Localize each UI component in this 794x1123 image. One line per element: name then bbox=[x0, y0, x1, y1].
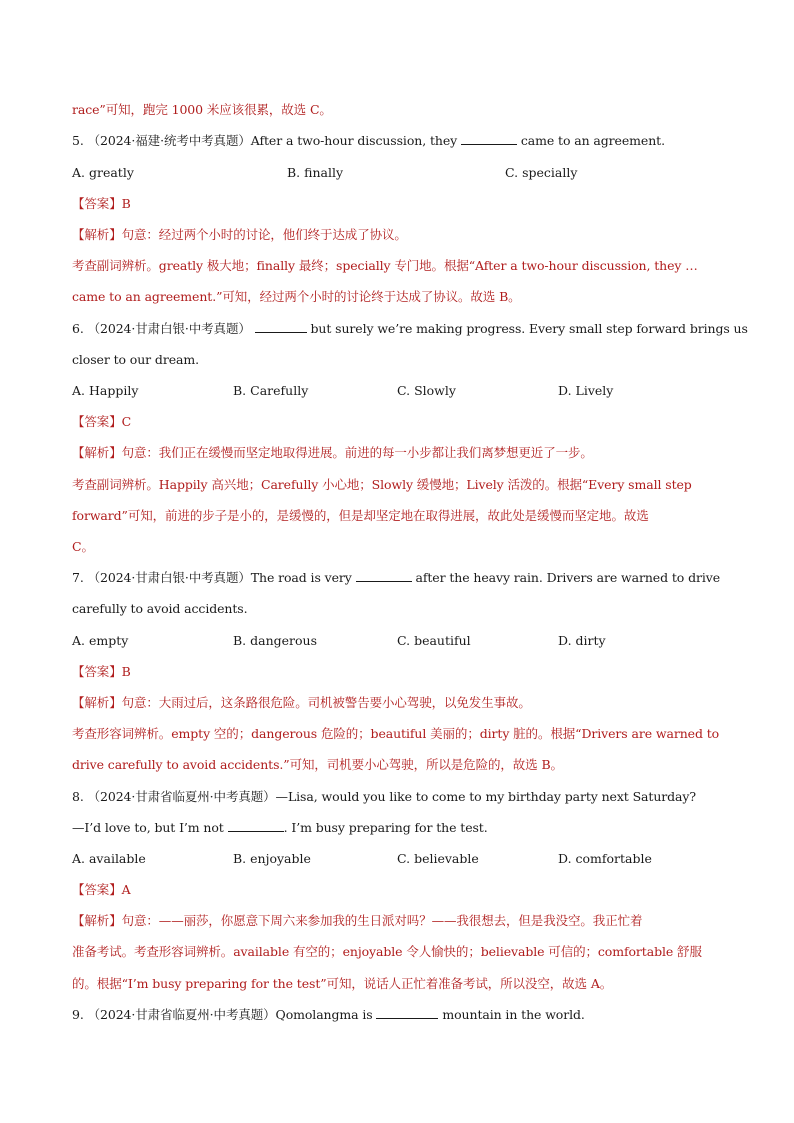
analysis-line bbox=[72, 695, 531, 711]
option-d: D. comfortable bbox=[558, 851, 652, 866]
answer-blank bbox=[461, 133, 517, 145]
question-8-stem: —I’d love to, but I’m not bbox=[72, 820, 224, 835]
option-c: C. beautiful bbox=[397, 633, 471, 648]
analysis-line: 考查副词辨析。Happily 高兴地；Carefully 小心地；Slowly 缓慢地；Lively 活泼的。根据“Every small step bbox=[72, 477, 692, 492]
question-8-stem-end: . I’m busy preparing for the test. bbox=[283, 820, 488, 835]
answer-blank bbox=[255, 321, 307, 333]
option-c: C. believable bbox=[397, 851, 479, 866]
analysis-tag: 【解析】 bbox=[72, 227, 122, 242]
answer-tag: 【答案】 bbox=[72, 664, 122, 679]
option-c: C. Slowly bbox=[397, 383, 456, 398]
analysis-line: 的。根据“I’m busy preparing for the test”可知，说话人正忙着准备考试，所以没空，故选 A。 bbox=[72, 976, 613, 991]
analysis-line bbox=[72, 913, 642, 929]
option-a: A. greatly bbox=[72, 165, 134, 180]
option-a: A. Happily bbox=[72, 383, 139, 398]
analysis-text: 句意：我们正在缓慢而坚定地取得进展。前进的每一小步都让我们离梦想更近了一步。 bbox=[121, 445, 593, 460]
question-7 bbox=[72, 570, 720, 586]
answer-line bbox=[72, 882, 131, 898]
analysis-tag: 【解析】 bbox=[72, 695, 122, 710]
analysis-line: 准备考试。考查形容词辨析。available 有空的；enjoyable 令人愉快的；believable 可信的；comfortable 舒服 bbox=[72, 944, 702, 959]
answer-value: C bbox=[121, 414, 132, 429]
option-d: D. dirty bbox=[558, 633, 606, 648]
option-b: B. enjoyable bbox=[233, 851, 311, 866]
answer-line bbox=[72, 414, 131, 430]
answer-tag: 【答案】 bbox=[72, 882, 122, 897]
analysis-line bbox=[72, 445, 593, 461]
answer-value: A bbox=[121, 882, 131, 897]
answer-tag: 【答案】 bbox=[72, 196, 122, 211]
answer-line bbox=[72, 664, 131, 680]
question-8: 8. （2024·甘肃省临夏州·中考真题）—Lisa, would you like to come to my birthday party next Saturday? bbox=[72, 789, 696, 804]
analysis-line: came to an agreement.”可知，经过两个小时的讨论终于达成了协议。故选 B。 bbox=[72, 289, 521, 304]
analysis-text: 句意：大雨过后，这条路很危险。司机被警告要小心驾驶，以免发生事故。 bbox=[121, 695, 531, 710]
question-6-stem: 6. （2024·甘肃白银·中考真题） bbox=[72, 321, 251, 336]
analysis-line: C。 bbox=[72, 539, 94, 554]
analysis-line: 考查副词辨析。greatly 极大地；finally 最终；specially 专门地。根据“After a two-hour discussion, they … bbox=[72, 258, 698, 273]
question-7-line-2: carefully to avoid accidents. bbox=[72, 601, 248, 616]
question-6-stem-end: but surely we’re making progress. Every small step forward brings us bbox=[310, 321, 748, 336]
question-5-stem: 5. （2024·福建·统考中考真题）After a two-hour discussion, they bbox=[72, 133, 458, 148]
analysis-text: 句意：——丽莎，你愿意下周六来参加我的生日派对吗？——我很想去，但是我没空。我正忙着 bbox=[121, 913, 643, 928]
option-b: B. Carefully bbox=[233, 383, 309, 398]
answer-blank bbox=[356, 570, 412, 582]
answer-value: B bbox=[121, 196, 131, 211]
question-5 bbox=[72, 133, 665, 149]
option-a: A. empty bbox=[72, 633, 129, 648]
question-9 bbox=[72, 1007, 585, 1023]
option-a: A. available bbox=[72, 851, 146, 866]
analysis-text: 句意：经过两个小时的讨论，他们终于达成了协议。 bbox=[121, 227, 407, 242]
analysis-line: 考查形容词辨析。empty 空的；dangerous 危险的；beautiful 美丽的；dirty 脏的。根据“Drivers are warned to bbox=[72, 726, 720, 741]
answer-blank bbox=[228, 820, 284, 832]
question-9-stem: 9. （2024·甘肃省临夏州·中考真题）Qomolangma is bbox=[72, 1007, 373, 1022]
analysis-tag: 【解析】 bbox=[72, 913, 122, 928]
question-5-stem-end: came to an agreement. bbox=[520, 133, 665, 148]
answer-tag: 【答案】 bbox=[72, 414, 122, 429]
question-6-line-2: closer to our dream. bbox=[72, 352, 199, 367]
prev-analysis-continuation: race”可知，跑完 1000 米应该很累，故选 C。 bbox=[72, 102, 332, 117]
question-9-stem-end: mountain in the world. bbox=[442, 1007, 585, 1022]
option-c: C. specially bbox=[505, 165, 578, 180]
answer-value: B bbox=[121, 664, 131, 679]
option-b: B. dangerous bbox=[233, 633, 318, 648]
analysis-line bbox=[72, 227, 407, 243]
analysis-line: drive carefully to avoid accidents.”可知，司机要小心驾驶，所以是危险的，故选 B。 bbox=[72, 757, 563, 772]
question-8-line-2 bbox=[72, 820, 488, 836]
analysis-line: forward”可知，前进的步子是小的，是缓慢的，但是却坚定地在取得进展，故此处是缓慢而坚定地。故选 bbox=[72, 508, 649, 523]
question-7-stem-end: after the heavy rain. Drivers are warned to drive bbox=[415, 570, 721, 585]
answer-blank bbox=[376, 1007, 438, 1019]
option-b: B. finally bbox=[287, 165, 344, 180]
question-7-stem: 7. （2024·甘肃白银·中考真题）The road is very bbox=[72, 570, 352, 585]
question-6 bbox=[72, 321, 748, 337]
option-d: D. Lively bbox=[558, 383, 614, 398]
analysis-tag: 【解析】 bbox=[72, 445, 122, 460]
answer-line bbox=[72, 196, 131, 212]
